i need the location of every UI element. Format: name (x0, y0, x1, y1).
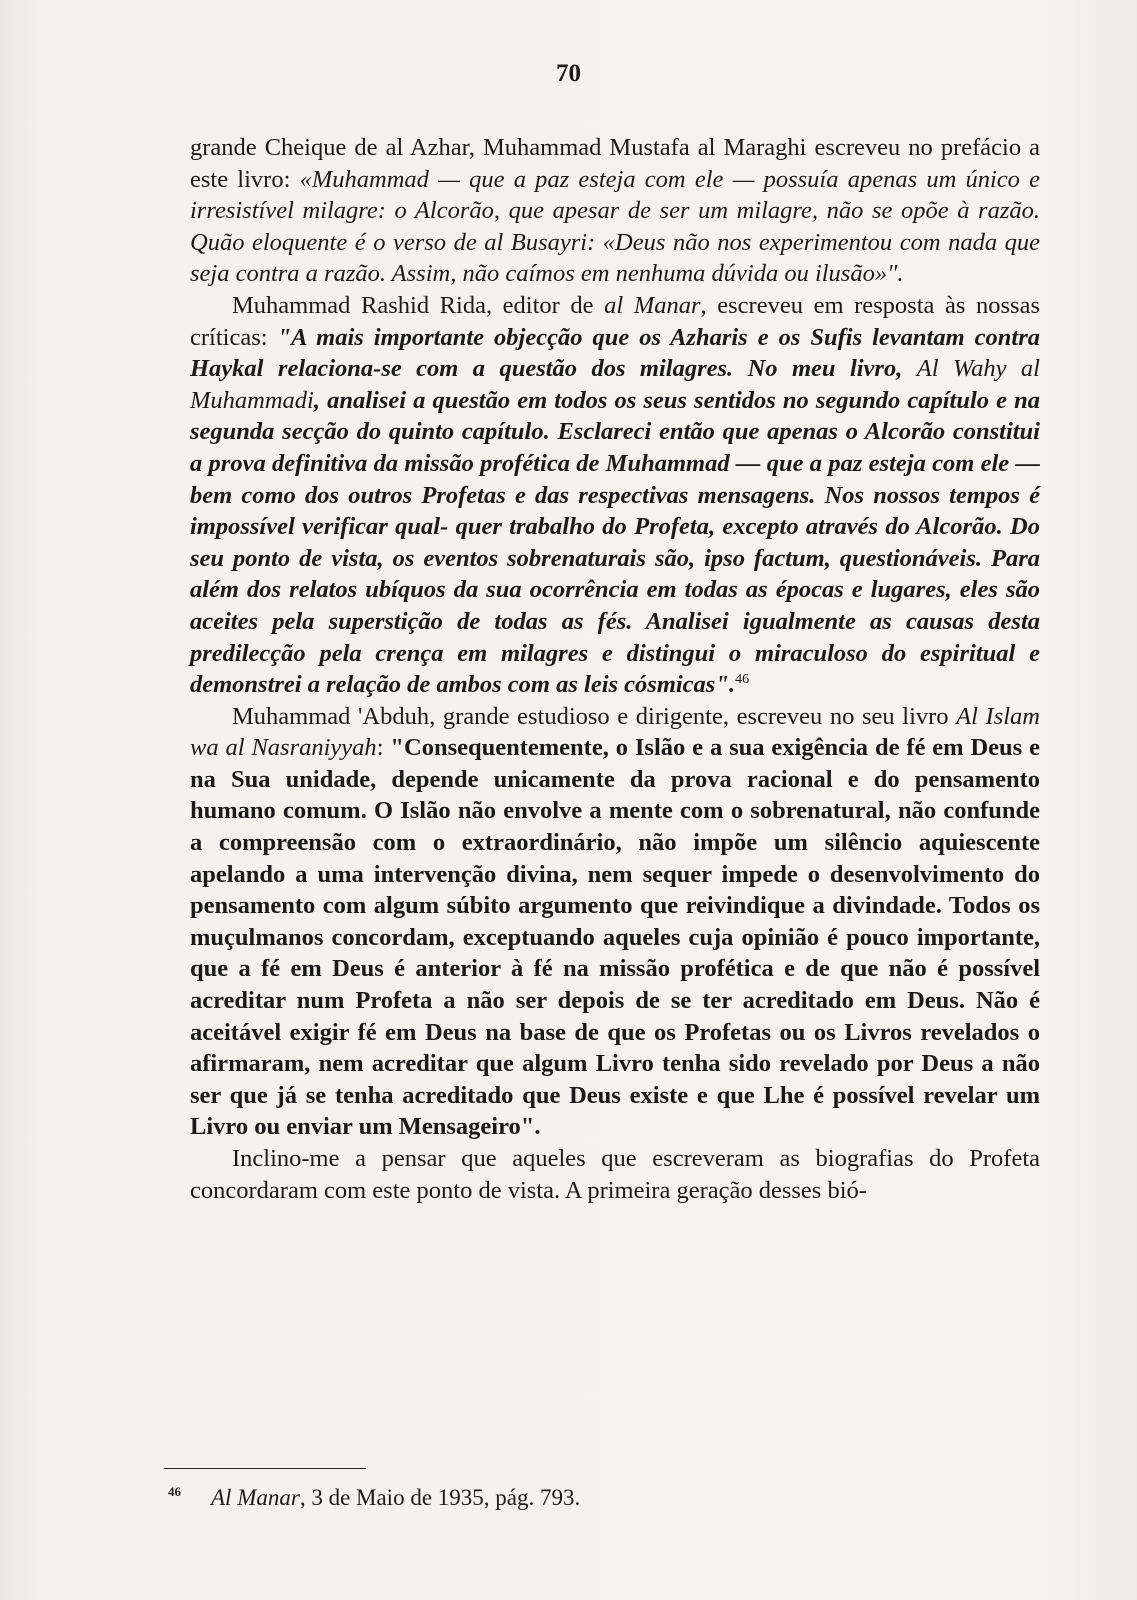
paragraph-3-book-title: Al Islam wa al Nasraniyyah (190, 702, 1040, 762)
paragraph-3-colon: : (376, 734, 391, 762)
footnote-number: 46 (168, 1484, 181, 1500)
paragraph-1-intro: grande Cheique de al Azhar, Muhammad Mustafa al Maraghi escreveu no prefácio a este livro: (190, 134, 1040, 193)
paragraph-2-quote-start: "A mais importante objecção que os Azharis e os Sufis levantam contra Haykal relaciona-se com a questão dos milagres. No meu livro, (190, 323, 1040, 383)
paragraph-4 (190, 1143, 1040, 1206)
page-number: 70 (556, 60, 581, 87)
paragraph-2-quote-rest: , analisei a questão em todos os seus sentidos no segundo capítulo e na segunda secção do quinto capítulo. Esclareci então que apenas o Alcorão constitui a prova definitiva da missão profética de Muhammad — que a paz esteja com ele — bem como dos outros Profetas e das respectivas mensagens. Nos nossos tempos é impossível verificar qual- quer trabalho do Profeta, excepto através do Alcorão. Do seu ponto de vista, os eventos sobrenaturais são, ipso factum, questionáveis. Para além dos relatos ubíquos da sua ocorrência em todas as épocas e lugares, eles são aceites pela superstição de todas as fés. Analisei igualmente as causas desta predilecção pela crença em milagres e distingui o miraculoso do espiritual e demonstrei a relação de ambos com as leis cósmicas". (190, 386, 1040, 699)
paragraph-2-book-title: Al Wahy al Muhammadi (190, 355, 1040, 414)
paragraph-2-intro: Muhammad Rashid Rida, editor de (232, 291, 605, 319)
paragraph-4-text: Inclino-me a pensar que aqueles que escreveram as biografias do Profeta concordaram com este ponto de vista. A primeira geração desses bió- (190, 1145, 1040, 1204)
footnote-reference: 46 (735, 671, 750, 687)
paragraph-2-lead: , escreveu em resposta às nossas críticas: (190, 291, 1040, 351)
paragraph-2-journal-title: al Manar (604, 291, 701, 319)
paragraph-1-quote: «Muhammad — que a paz esteja com ele — possuía apenas um único e irresistível milagre: o Alcorão, que apesar de ser um milagre, não se opõe à razão. Quão eloquente é o verso de al Busayri: «Deus não nos experimentou com nada que seja contra a razão. Assim, não caímos em nenhuma dúvida ou ilusão»". (190, 165, 1041, 288)
paragraph-3 (190, 701, 1040, 1143)
body-text (190, 132, 1040, 1206)
paragraph-2 (190, 290, 1040, 701)
footnote-details: , 3 de Maio de 1935, pág. 793. (299, 1485, 581, 1510)
paragraph-3-intro: Muhammad 'Abduh, grande estudioso e dirigente, escreveu no seu livro (232, 702, 957, 730)
paragraph-1 (190, 132, 1040, 290)
footnote (168, 1483, 768, 1513)
paragraph-3-quote: "Consequentemente, o Islão e a sua exigência de fé em Deus e na Sua unidade, depende unicamente da prova racional e do pensamento humano comum. O Islão não envolve a mente com o sobrenatural, não confunde a compreensão com o extraordinário, não impõe um silêncio aquiescente apelando a uma intervenção divina, nem sequer impede o desenvolvimento do pensamento com algum súbito argumento que reivindique a divindade. Todos os muçulmanos concordam, exceptuando aqueles cuja opinião é pouco importante, que a fé em Deus é anterior à fé na missão profética e de que não é possível acreditar num Profeta a não ser depois de se ter acreditado em Deus. Não é aceitável exigir fé em Deus na base de que os Profetas ou os Livros revelados o afirmaram, nem acreditar que algum Livro tenha sido revelado por Deus a não ser que já se tenha acreditado que Deus existe e que Lhe é possível revelar um Livro ou enviar um Mensageiro". (190, 734, 1040, 1141)
footnote-divider (164, 1468, 366, 1469)
footnote-source: Al Manar (211, 1485, 300, 1510)
